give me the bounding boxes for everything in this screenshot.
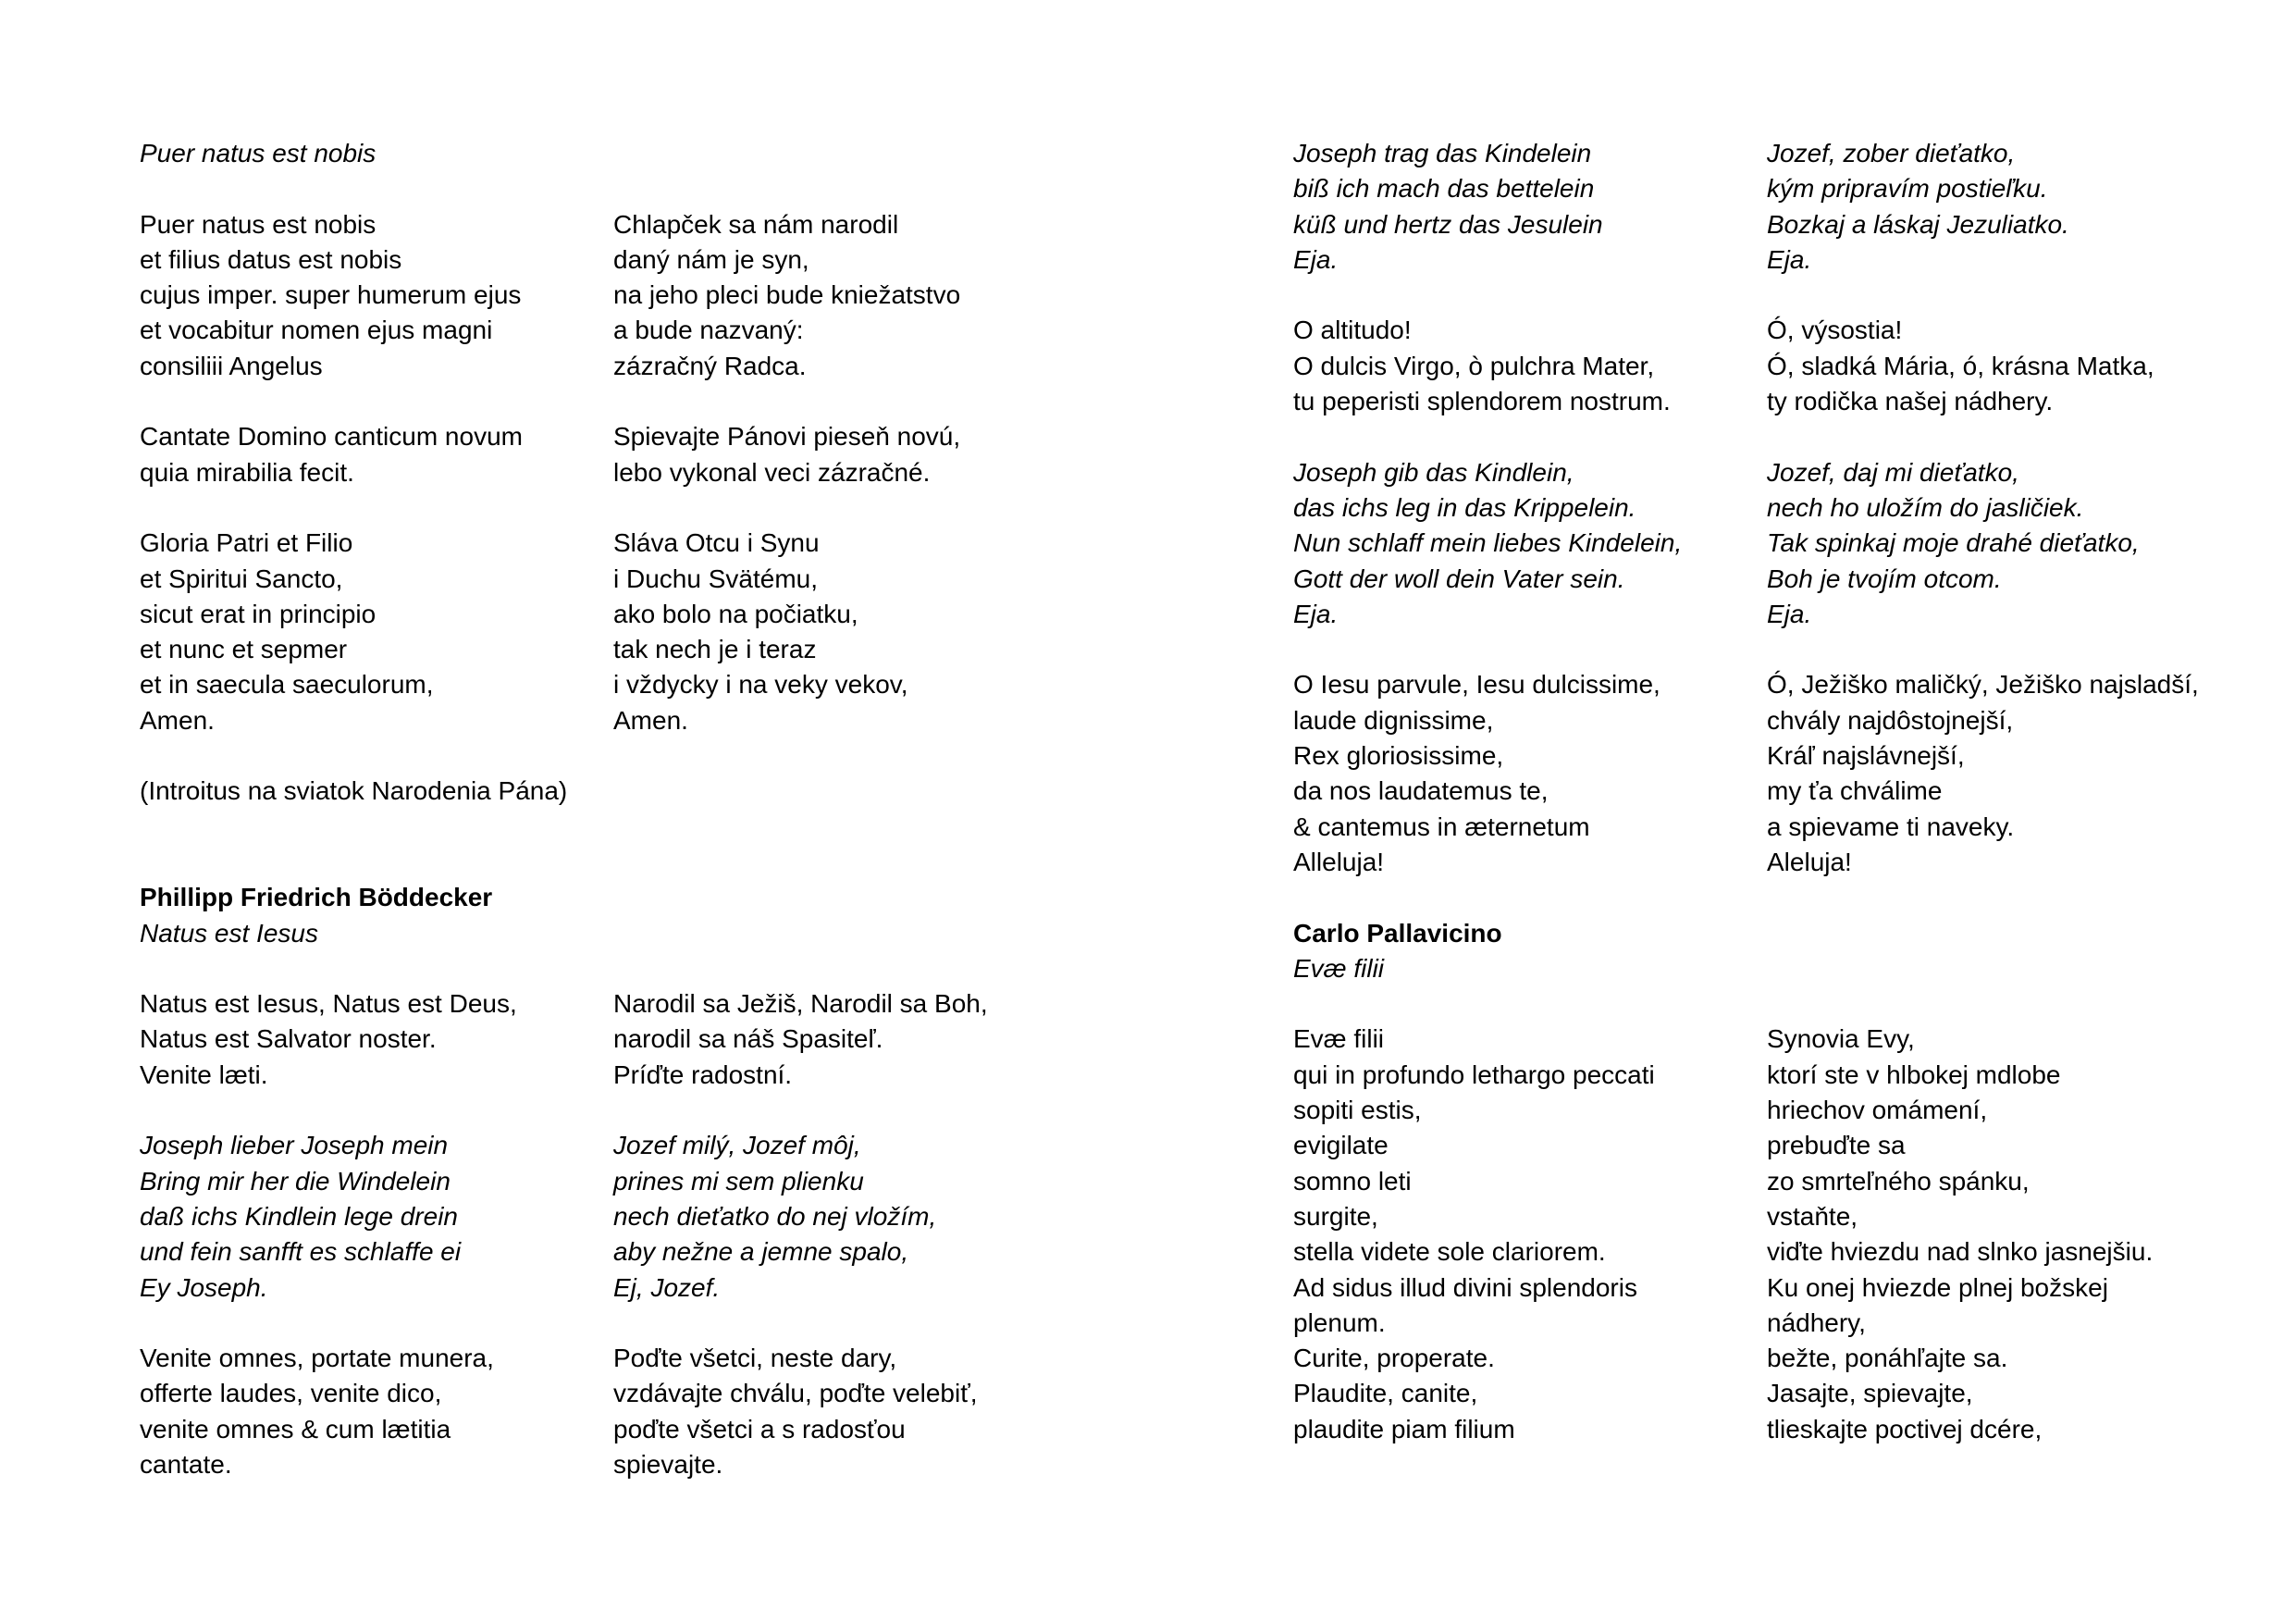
verse-line: Amen. [613, 705, 688, 735]
blank-line [1293, 632, 1682, 667]
verse-line: plaudite piam filium [1293, 1414, 1515, 1443]
verse-line: (Introitus na sviatok Narodenia Pána) [140, 776, 568, 806]
blank-line [140, 1093, 567, 1128]
verse-line: bežte, ponáhľajte sa. [1767, 1344, 2008, 1373]
verse-line: Puer natus est nobis [140, 209, 376, 239]
composer-heading: Carlo Pallavicino [1293, 918, 1502, 948]
verse-line: Ku onej hviezde plnej božskej [1767, 1272, 2108, 1302]
italic-verse-line: Bring mir her die Windelein [140, 1166, 451, 1196]
verse-line: Aleluja! [1767, 847, 1852, 876]
verse-line: et vocabitur nomen ejus magni [140, 316, 493, 345]
verse-line: poďte všetci a s radosťou [613, 1414, 906, 1443]
italic-verse-line: das ichs leg in das Krippelein. [1293, 492, 1636, 522]
verse-line: et filius datus est nobis [140, 244, 402, 274]
verse-line: evigilate [1293, 1131, 1389, 1160]
blank-line [1293, 419, 1682, 454]
italic-verse-line: Joseph gib das Kindlein, [1293, 457, 1574, 487]
verse-line: venite omnes & cum lætitia [140, 1414, 451, 1443]
verse-line: Natus est Iesus, Natus est Deus, [140, 989, 517, 1019]
blank-line [613, 774, 988, 809]
blank-line [1767, 986, 2199, 1022]
verse-line: tak nech je i teraz [613, 635, 817, 664]
blank-line [140, 845, 567, 880]
italic-verse-line: Eja. [1767, 244, 1812, 274]
verse-line: et nunc et sepmer [140, 635, 348, 664]
verse-line: Plaudite, canite, [1293, 1379, 1478, 1408]
italic-verse-line: Eja. [1293, 599, 1339, 628]
verse-line: zo smrteľného spánku, [1767, 1166, 2030, 1196]
verse-line: vstaňte, [1767, 1201, 1858, 1231]
italic-verse-line: biß ich mach das bettelein [1293, 174, 1595, 204]
verse-line: viďte hviezdu nad slnko jasnejšiu. [1767, 1237, 2154, 1267]
italic-verse-line: nech dieťatko do nej vložím, [613, 1201, 937, 1231]
verse-line: lebo vykonal veci zázračné. [613, 457, 931, 487]
italic-verse-line: kým pripravím postieľku. [1767, 174, 2048, 204]
italic-verse-line: daß ichs Kindlein lege drein [140, 1201, 458, 1231]
verse-line: cujus imper. super humerum ejus [140, 280, 522, 310]
verse-line: laude dignissime, [1293, 705, 1494, 735]
verse-line: tlieskajte poctivej dcére, [1767, 1414, 2043, 1443]
verse-line: et in saecula saeculorum, [140, 670, 434, 700]
verse-line: Ad sidus illud divini splendoris [1293, 1272, 1637, 1302]
blank-line [613, 880, 988, 915]
blank-line [140, 951, 567, 986]
verse-line: Cantate Domino canticum novum [140, 422, 523, 452]
blank-line [1293, 880, 1682, 915]
verse-line: chvály najdôstojnejší, [1767, 705, 2014, 735]
verse-line: Alleluja! [1293, 847, 1385, 876]
verse-line: narodil sa náš Spasiteľ. [613, 1024, 883, 1054]
verse-line: Synovia Evy, [1767, 1024, 1915, 1054]
italic-verse-line: Bozkaj a láskaj Jezuliatko. [1767, 209, 2069, 239]
verse-line: Natus est Salvator noster. [140, 1024, 437, 1054]
verse-line: O dulcis Virgo, ò pulchra Mater, [1293, 351, 1655, 380]
verse-line: Ó, sladká Mária, ó, krásna Matka, [1767, 351, 2154, 380]
left-page-slovak-column [613, 136, 988, 1482]
verse-line: prebuďte sa [1767, 1131, 1906, 1160]
blank-line [140, 1306, 567, 1341]
blank-line [613, 384, 988, 419]
blank-line [613, 810, 988, 845]
verse-line: a bude nazvaný: [613, 316, 804, 345]
blank-line [613, 1306, 988, 1341]
verse-line: da nos laudatemus te, [1293, 776, 1549, 806]
verse-line: daný nám je syn, [613, 244, 809, 274]
verse-line: Evæ filii [1293, 1024, 1385, 1054]
blank-line [1767, 419, 2199, 454]
verse-line: Poďte všetci, neste dary, [613, 1344, 897, 1373]
italic-verse-line: Eja. [1767, 599, 1812, 628]
blank-line [140, 810, 567, 845]
blank-line [140, 384, 567, 419]
verse-line: consiliii Angelus [140, 351, 323, 380]
verse-line: Ó, výsostia! [1767, 316, 1903, 345]
blank-line [613, 1093, 988, 1128]
verse-line: Gloria Patri et Filio [140, 528, 353, 558]
verse-line: & cantemus in æternetum [1293, 812, 1590, 841]
blank-line [140, 490, 567, 526]
verse-line: my ťa chválime [1767, 776, 1943, 806]
verse-line: i vždycky i na veky vekov, [613, 670, 908, 700]
verse-line: Narodil sa Ježiš, Narodil sa Boh, [613, 989, 988, 1019]
italic-verse-line: Joseph lieber Joseph mein [140, 1131, 449, 1160]
italic-verse-line: aby nežne a jemne spalo, [613, 1237, 909, 1267]
verse-line: Rex gloriosissime, [1293, 741, 1504, 771]
verse-line: offerte laudes, venite dico, [140, 1379, 442, 1408]
italic-verse-line: Boh je tvojím otcom. [1767, 564, 2002, 593]
italic-verse-line: Natus est Iesus [140, 918, 318, 948]
verse-line: Curite, properate. [1293, 1344, 1495, 1373]
blank-line [613, 738, 988, 774]
italic-verse-line: Ej, Jozef. [613, 1272, 721, 1302]
verse-line: somno leti [1293, 1166, 1412, 1196]
blank-line [613, 490, 988, 526]
verse-line: sicut erat in principio [140, 599, 376, 628]
verse-line: stella videte sole clariorem. [1293, 1237, 1606, 1267]
verse-line: Venite læti. [140, 1059, 268, 1089]
verse-line: Venite omnes, portate munera, [140, 1344, 494, 1373]
blank-line [1767, 278, 2199, 313]
italic-verse-line: Jozef, zober dieťatko, [1767, 139, 2016, 167]
verse-line: a spievame ti naveky. [1767, 812, 2015, 841]
verse-line: Príďte radostní. [613, 1059, 793, 1089]
italic-verse-line: Evæ filii [1293, 953, 1385, 983]
blank-line [1767, 880, 2199, 915]
blank-line [1293, 986, 1682, 1022]
italic-verse-line: Gott der woll dein Vater sein. [1293, 564, 1625, 593]
blank-line [140, 171, 567, 206]
blank-line [1767, 632, 2199, 667]
verse-line: zázračný Radca. [613, 351, 807, 380]
blank-line [1767, 916, 2199, 951]
verse-line: Chlapček sa nám narodil [613, 209, 899, 239]
italic-verse-line: Nun schlaff mein liebes Kindelein, [1293, 528, 1683, 558]
verse-line: i Duchu Svätému, [613, 564, 818, 593]
verse-line: Ó, Ježiško maličký, Ježiško najsladší, [1767, 670, 2199, 700]
italic-verse-line: Puer natus est nobis [140, 139, 376, 167]
right-page-slovak-column [1767, 136, 2199, 1447]
verse-line: quia mirabilia fecit. [140, 457, 354, 487]
verse-line: O altitudo! [1293, 316, 1412, 345]
blank-line [613, 136, 988, 171]
verse-line: O Iesu parvule, Iesu dulcissime, [1293, 670, 1660, 700]
italic-verse-line: nech ho uložím do jasličiek. [1767, 492, 2084, 522]
left-page-latin-column [140, 136, 567, 1482]
composer-heading: Phillipp Friedrich Böddecker [140, 883, 493, 912]
verse-line: tu peperisti splendorem nostrum. [1293, 387, 1671, 416]
italic-verse-line: Eja. [1293, 244, 1339, 274]
italic-verse-line: Ey Joseph. [140, 1272, 268, 1302]
verse-line: na jeho pleci bude kniežatstvo [613, 280, 961, 310]
verse-line: spievajte. [613, 1449, 723, 1479]
verse-line: ako bolo na počiatku, [613, 599, 858, 628]
blank-line [613, 171, 988, 206]
blank-line [613, 845, 988, 880]
blank-line [613, 916, 988, 951]
italic-verse-line: Joseph trag das Kindelein [1293, 139, 1592, 167]
verse-line: Spievajte Pánovi pieseň novú, [613, 422, 961, 452]
blank-line [1293, 278, 1682, 313]
verse-line: nádhery, [1767, 1307, 1866, 1337]
verse-line: Amen. [140, 705, 215, 735]
verse-line: sopiti estis, [1293, 1096, 1422, 1125]
verse-line: cantate. [140, 1449, 232, 1479]
italic-verse-line: Tak spinkaj moje drahé dieťatko, [1767, 528, 2140, 558]
verse-line: Sláva Otcu i Synu [613, 528, 820, 558]
verse-line: ty rodička našej nádhery. [1767, 387, 2054, 416]
italic-verse-line: und fein sanfft es schlaffe ei [140, 1237, 462, 1267]
verse-line: plenum. [1293, 1307, 1386, 1337]
verse-line: Jasajte, spievajte, [1767, 1379, 1973, 1408]
verse-line: surgite, [1293, 1201, 1378, 1231]
verse-line: Kráľ najslávnejší, [1767, 741, 1965, 771]
italic-verse-line: prines mi sem plienku [613, 1166, 864, 1196]
italic-verse-line: Jozef, daj mi dieťatko, [1767, 457, 2019, 487]
verse-line: hriechov omámení, [1767, 1096, 1988, 1125]
verse-line: ktorí ste v hlbokej mdlobe [1767, 1059, 2061, 1089]
blank-line [1767, 951, 2199, 986]
verse-line: qui in profundo lethargo peccati [1293, 1059, 1655, 1089]
verse-line: vzdávajte chválu, poďte velebiť, [613, 1379, 978, 1408]
italic-verse-line: küß und hertz das Jesulein [1293, 209, 1603, 239]
blank-line [613, 951, 988, 986]
right-page-latin-column [1293, 136, 1682, 1447]
blank-line [140, 738, 567, 774]
italic-verse-line: Jozef milý, Jozef môj, [613, 1131, 861, 1160]
verse-line: et Spiritui Sancto, [140, 564, 343, 593]
